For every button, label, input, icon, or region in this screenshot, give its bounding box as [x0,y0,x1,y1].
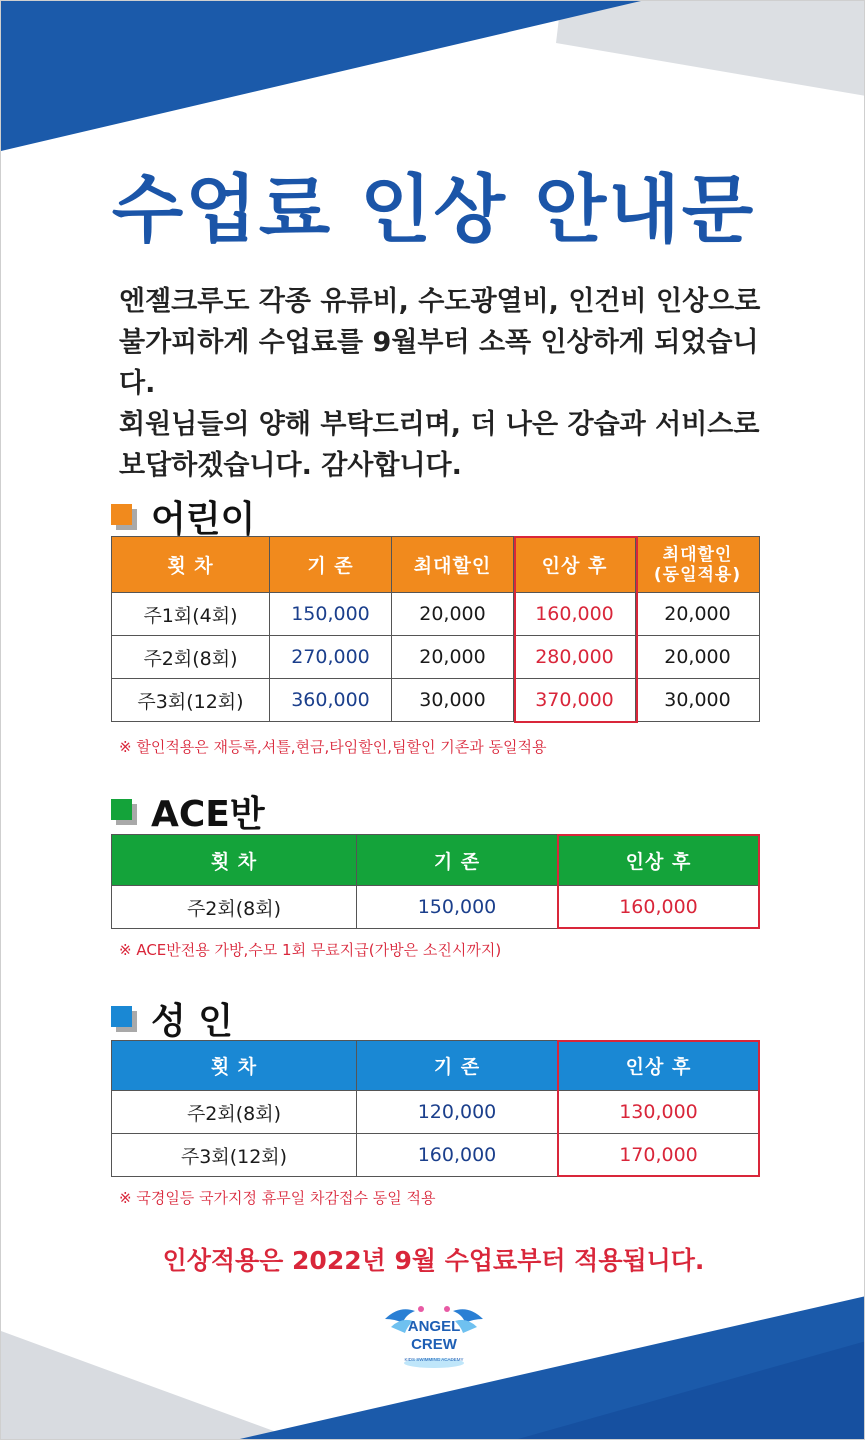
kids-header-after-increase: 인상 후 [514,537,636,593]
logo-tagline: KIDS SWIMMING ACADEMY [404,1357,464,1362]
orange-square-icon [111,504,137,530]
adult-header-session: 횟 차 [112,1041,357,1091]
current-price-cell: 120,000 [357,1091,558,1134]
discount-cell: 30,000 [636,679,760,722]
session-cell: 주3회(12회) [112,1134,357,1177]
ace-section-header [111,786,265,837]
logo-line2: CREW [411,1336,457,1353]
kids-header-max-discount-same: 최대할인 (동일적용) [636,537,760,593]
table-row [112,1134,760,1177]
current-price-cell: 160,000 [357,1134,558,1177]
intro-line: 보답하겠습니다. 감사합니다. [119,450,462,481]
top-blue-band [1,1,641,151]
adult-section-title: 성 인 [151,1001,234,1042]
new-price-cell: 160,000 [558,886,760,929]
discount-cell: 20,000 [392,593,514,636]
adult-header-current: 기 존 [357,1041,558,1091]
kids-section-title: 어린이 [151,499,256,540]
table-row [112,679,760,722]
angel-crew-logo [381,1301,487,1371]
ace-price-table [111,834,760,929]
new-price-cell: 160,000 [514,593,636,636]
kids-section-header [111,491,255,542]
kids-header-current: 기 존 [270,537,392,593]
page-title: 수업료 인상 안내문 [111,167,756,253]
adult-price-table [111,1040,760,1177]
ace-header-current: 기 존 [357,835,558,886]
effective-date-notice: 인상적용은 2022년 9월 수업료부터 적용됩니다. [162,1246,705,1275]
session-cell: 주1회(4회) [112,593,270,636]
ace-note: ※ ACE반전용 가방,수모 1회 무료지급(가방은 소진시까지) [119,941,502,959]
session-cell: 주2회(8회) [112,886,357,929]
top-gray-stripe [556,1,865,96]
new-price-cell: 130,000 [558,1091,760,1134]
kids-price-table [111,536,760,722]
table-row [112,886,760,929]
new-price-cell: 280,000 [514,636,636,679]
ace-header-after-increase: 인상 후 [558,835,760,886]
intro-line: 회원님들의 양해 부탁드리며, 더 나은 강습과 서비스로 [119,409,760,440]
new-price-cell: 170,000 [558,1134,760,1177]
logo-line1: ANGEL [407,1318,461,1335]
bottom-gray-stripe [1,1331,301,1440]
current-price-cell: 150,000 [270,593,392,636]
discount-cell: 20,000 [392,636,514,679]
table-row [112,1091,760,1134]
intro-text [119,281,779,486]
session-cell: 주2회(8회) [112,1091,357,1134]
green-square-icon [111,799,137,825]
blue-square-icon [111,1006,137,1032]
new-price-cell: 370,000 [514,679,636,722]
discount-cell: 30,000 [392,679,514,722]
adult-section-header [111,993,233,1044]
kids-note: ※ 할인적용은 재등록,셔틀,현금,타임할인,팀할인 기존과 동일적용 [119,738,547,756]
adult-header-after-increase: 인상 후 [558,1041,760,1091]
kids-header-max-discount: 최대할인 [392,537,514,593]
current-price-cell: 150,000 [357,886,558,929]
ace-section-title: ACE반 [151,794,265,835]
discount-cell: 20,000 [636,636,760,679]
discount-cell: 20,000 [636,593,760,636]
session-cell: 주3회(12회) [112,679,270,722]
intro-line: 불가피하게 수업료를 9월부터 소폭 인상하게 되었습니다. [119,327,759,399]
adult-note: ※ 국경일등 국가지정 휴무일 차감접수 동일 적용 [119,1189,436,1207]
current-price-cell: 360,000 [270,679,392,722]
session-cell: 주2회(8회) [112,636,270,679]
table-row [112,636,760,679]
ace-header-session: 횟 차 [112,835,357,886]
current-price-cell: 270,000 [270,636,392,679]
kids-header-session: 횟 차 [112,537,270,593]
intro-line: 엔젤크루도 각종 유류비, 수도광열비, 인건비 인상으로 [119,286,761,317]
table-row [112,593,760,636]
